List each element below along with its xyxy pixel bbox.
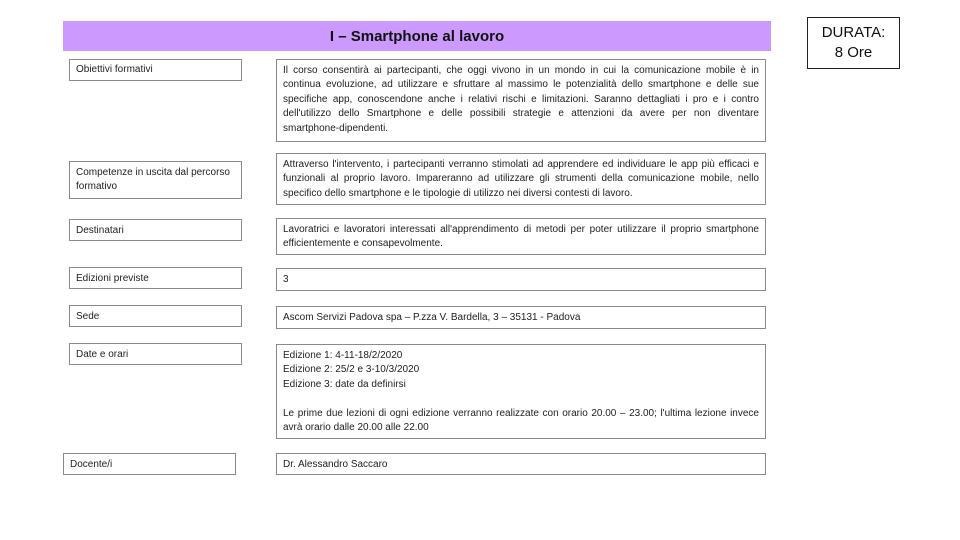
value-docente: Dr. Alessandro Saccaro bbox=[276, 453, 766, 475]
label-competenze: Competenze in uscita dal percorso formativo bbox=[69, 161, 242, 199]
date-line-3: Edizione 3: date da definirsi bbox=[283, 378, 406, 390]
value-obiettivi: Il corso consentirà ai partecipanti, che oggi vivono in un mondo in cui la comunicazione mobile è in continua evoluzione, ad utilizzare e sfruttare al massimo le potenzialità dello smartphone e delle sue specifiche app, conoscendone anche i relativi rischi e limitazioni. Saranno dettagliati i pro e i contro dell'utilizzo dello Smartphone e delle possibili strategie e attenzioni da avere per non diventare smartphone-dipendenti. bbox=[276, 59, 766, 142]
date-line-2: Edizione 2: 25/2 e 3-10/3/2020 bbox=[283, 364, 420, 376]
course-title: I – Smartphone al lavoro bbox=[63, 21, 771, 51]
value-destinatari: Lavoratrici e lavoratori interessati all'apprendimento di metodi per poter utilizzare il proprio smartphone efficientemente e consapevolmente. bbox=[276, 218, 766, 255]
label-docente: Docente/i bbox=[63, 453, 236, 475]
date-line-1: Edizione 1: 4-11-18/2/2020 bbox=[283, 350, 403, 361]
label-edizioni: Edizioni previste bbox=[69, 267, 242, 289]
duration-box bbox=[807, 17, 900, 69]
label-destinatari: Destinatari bbox=[69, 219, 242, 241]
value-sede: Ascom Servizi Padova spa – P.zza V. Bardella, 3 – 35131 - Padova bbox=[276, 306, 766, 329]
date-note: Le prime due lezioni di ogni edizione verranno realizzate con orario 20.00 – 23.00; l'ultima lezione invece avrà orario dalle 20.00 alle 22.00 bbox=[283, 407, 759, 434]
value-date bbox=[276, 344, 766, 439]
value-edizioni: 3 bbox=[276, 268, 766, 291]
duration-label: DURATA: bbox=[821, 24, 886, 41]
label-date: Date e orari bbox=[69, 343, 242, 365]
duration-value: 8 Ore bbox=[834, 44, 873, 61]
label-sede: Sede bbox=[69, 305, 242, 327]
label-obiettivi: Obiettivi formativi bbox=[69, 59, 242, 81]
value-competenze: Attraverso l'intervento, i partecipanti verranno stimolati ad apprendere ed individuare le app più efficaci e funzionali al proprio lavoro. Impareranno ad utilizzare gli strumenti della comunicazione mobile, nello specifico dello smartphone e le tipologie di utilizzo nei diversi contesti di lavoro. bbox=[276, 153, 766, 205]
